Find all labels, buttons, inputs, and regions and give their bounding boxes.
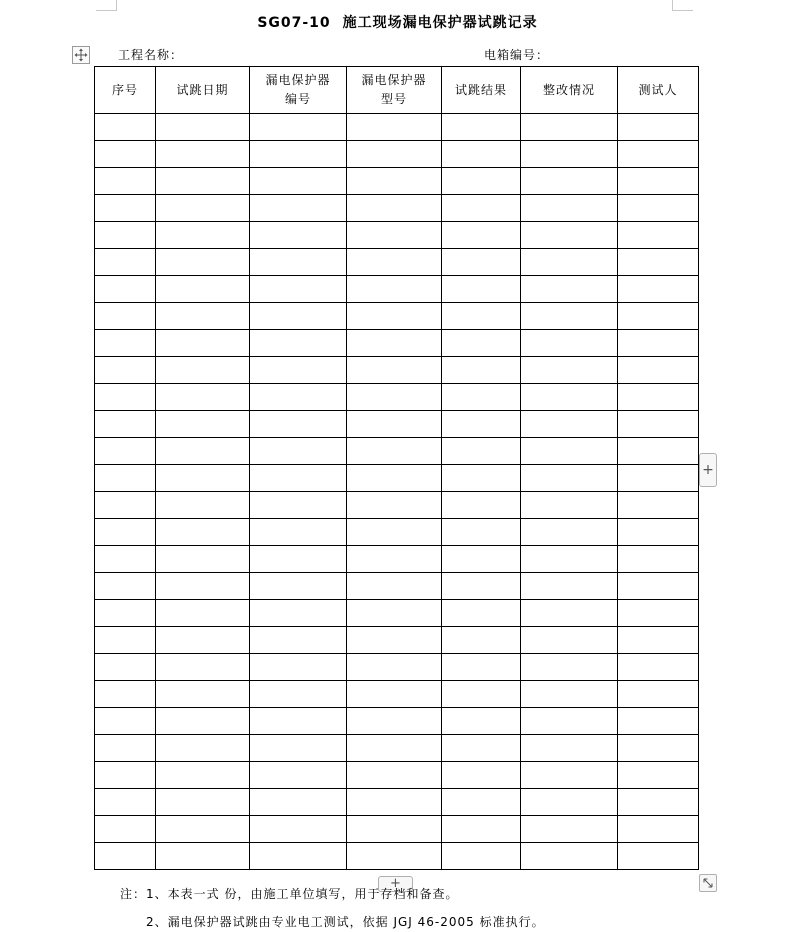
table-row bbox=[95, 600, 699, 627]
table-row bbox=[95, 654, 699, 681]
table-cell[interactable] bbox=[442, 195, 521, 222]
table-row bbox=[95, 249, 699, 276]
table-cell[interactable] bbox=[618, 600, 699, 627]
page-corner-mark-right bbox=[672, 0, 693, 11]
table-row bbox=[95, 843, 699, 870]
document-title bbox=[0, 12, 795, 32]
table-cell[interactable] bbox=[521, 114, 618, 141]
table-cell[interactable] bbox=[618, 222, 699, 249]
column-header bbox=[156, 67, 250, 114]
column-header-label: 型号 bbox=[380, 92, 407, 106]
column-header bbox=[521, 67, 618, 114]
table-cell[interactable] bbox=[347, 195, 442, 222]
table-cell[interactable] bbox=[442, 438, 521, 465]
table-header-row bbox=[95, 67, 699, 114]
table-cell[interactable] bbox=[156, 654, 250, 681]
table-cell[interactable] bbox=[347, 330, 442, 357]
table-cell[interactable] bbox=[95, 303, 156, 330]
table-cell[interactable] bbox=[618, 573, 699, 600]
table-cell[interactable] bbox=[156, 816, 250, 843]
table-cell[interactable] bbox=[250, 546, 347, 573]
table-cell[interactable] bbox=[347, 600, 442, 627]
table-cell[interactable] bbox=[442, 816, 521, 843]
column-header-label: 编号 bbox=[284, 92, 311, 106]
table-row bbox=[95, 465, 699, 492]
table-cell[interactable] bbox=[347, 357, 442, 384]
table-cell[interactable] bbox=[347, 168, 442, 195]
table-cell[interactable] bbox=[156, 195, 250, 222]
table-cell[interactable] bbox=[347, 627, 442, 654]
table-row bbox=[95, 708, 699, 735]
table-cell[interactable] bbox=[347, 681, 442, 708]
table-row bbox=[95, 357, 699, 384]
table-cell[interactable] bbox=[521, 303, 618, 330]
table-cell[interactable] bbox=[442, 492, 521, 519]
table-cell[interactable] bbox=[618, 114, 699, 141]
table-cell[interactable] bbox=[250, 357, 347, 384]
table-cell[interactable] bbox=[347, 492, 442, 519]
table-cell[interactable] bbox=[442, 519, 521, 546]
table-cell[interactable] bbox=[156, 573, 250, 600]
table-cell[interactable] bbox=[618, 411, 699, 438]
table-cell[interactable] bbox=[250, 492, 347, 519]
table-cell[interactable] bbox=[442, 789, 521, 816]
table-cell[interactable] bbox=[521, 249, 618, 276]
table-cell[interactable] bbox=[442, 708, 521, 735]
table-cell[interactable] bbox=[618, 303, 699, 330]
record-table bbox=[94, 66, 699, 870]
table-cell[interactable] bbox=[521, 681, 618, 708]
table-cell[interactable] bbox=[156, 600, 250, 627]
table-cell[interactable] bbox=[521, 735, 618, 762]
project-name-label: 工程名称： bbox=[118, 48, 184, 62]
table-cell[interactable] bbox=[95, 276, 156, 303]
table-cell[interactable] bbox=[347, 114, 442, 141]
table-cell[interactable] bbox=[250, 168, 347, 195]
table-cell[interactable] bbox=[521, 573, 618, 600]
table-cell[interactable] bbox=[250, 681, 347, 708]
table-cell[interactable] bbox=[95, 222, 156, 249]
table-cell[interactable] bbox=[442, 843, 521, 870]
table-cell[interactable] bbox=[95, 357, 156, 384]
column-header-label: 试跳日期 bbox=[176, 82, 229, 97]
table-cell[interactable] bbox=[521, 789, 618, 816]
column-header bbox=[95, 67, 156, 114]
table-cell[interactable] bbox=[250, 411, 347, 438]
table-cell[interactable] bbox=[347, 411, 442, 438]
table-cell[interactable] bbox=[521, 276, 618, 303]
table-cell[interactable] bbox=[618, 681, 699, 708]
table-cell[interactable] bbox=[618, 735, 699, 762]
table-cell[interactable] bbox=[618, 384, 699, 411]
table-cell[interactable] bbox=[618, 168, 699, 195]
table-cell[interactable] bbox=[95, 465, 156, 492]
column-header bbox=[442, 67, 521, 114]
table-cell[interactable] bbox=[95, 816, 156, 843]
table-cell[interactable] bbox=[250, 384, 347, 411]
note-line-2: 2、漏电保护器试跳由专业电工测试，依据 JGJ 46-2005 标准执行。 bbox=[146, 915, 545, 929]
table-cell[interactable] bbox=[250, 816, 347, 843]
table-cell[interactable] bbox=[442, 330, 521, 357]
table-cell[interactable] bbox=[156, 303, 250, 330]
table-row bbox=[95, 411, 699, 438]
table-cell[interactable] bbox=[442, 249, 521, 276]
table-cell[interactable] bbox=[442, 357, 521, 384]
table-cell[interactable] bbox=[156, 222, 250, 249]
table-row bbox=[95, 222, 699, 249]
resize-icon bbox=[702, 877, 714, 889]
box-number-label: 电箱编号： bbox=[484, 48, 550, 62]
table-cell[interactable] bbox=[442, 600, 521, 627]
table-cell[interactable] bbox=[347, 141, 442, 168]
table-cell[interactable] bbox=[250, 573, 347, 600]
table-cell[interactable] bbox=[521, 492, 618, 519]
table-cell[interactable] bbox=[347, 384, 442, 411]
table-cell[interactable] bbox=[521, 465, 618, 492]
table-cell[interactable] bbox=[250, 654, 347, 681]
table-row bbox=[95, 276, 699, 303]
table-cell[interactable] bbox=[95, 195, 156, 222]
table-cell[interactable] bbox=[156, 627, 250, 654]
table-cell[interactable] bbox=[156, 249, 250, 276]
table-move-handle[interactable] bbox=[72, 46, 90, 64]
table-cell[interactable] bbox=[347, 843, 442, 870]
table-cell[interactable] bbox=[95, 519, 156, 546]
table-row bbox=[95, 681, 699, 708]
table-row bbox=[95, 330, 699, 357]
table-cell[interactable] bbox=[521, 141, 618, 168]
table-cell[interactable] bbox=[95, 681, 156, 708]
table-cell[interactable] bbox=[156, 384, 250, 411]
column-header bbox=[250, 67, 347, 114]
table-cell[interactable] bbox=[442, 411, 521, 438]
table-cell[interactable] bbox=[347, 222, 442, 249]
table-row bbox=[95, 168, 699, 195]
table-cell[interactable] bbox=[250, 600, 347, 627]
table-cell[interactable] bbox=[442, 141, 521, 168]
table-cell[interactable] bbox=[442, 168, 521, 195]
table-cell[interactable] bbox=[250, 276, 347, 303]
page-corner-mark-left bbox=[96, 0, 117, 11]
table-row bbox=[95, 492, 699, 519]
table-cell[interactable] bbox=[442, 303, 521, 330]
column-header-label: 试跳结果 bbox=[454, 82, 507, 97]
table-row bbox=[95, 141, 699, 168]
table-cell[interactable] bbox=[95, 438, 156, 465]
table-cell[interactable] bbox=[95, 843, 156, 870]
table-cell[interactable] bbox=[618, 762, 699, 789]
table-cell[interactable] bbox=[347, 276, 442, 303]
table-cell[interactable] bbox=[442, 627, 521, 654]
table-cell[interactable] bbox=[250, 735, 347, 762]
table-cell[interactable] bbox=[618, 465, 699, 492]
table-cell[interactable] bbox=[442, 546, 521, 573]
table-cell[interactable] bbox=[618, 519, 699, 546]
table-row bbox=[95, 546, 699, 573]
table-cell[interactable] bbox=[95, 735, 156, 762]
table-cell[interactable] bbox=[95, 411, 156, 438]
table-cell[interactable] bbox=[442, 573, 521, 600]
column-header-label: 漏电保护器 bbox=[361, 73, 427, 87]
table-row bbox=[95, 789, 699, 816]
table-cell[interactable] bbox=[618, 654, 699, 681]
table-cell[interactable] bbox=[618, 438, 699, 465]
table-cell[interactable] bbox=[156, 141, 250, 168]
note-line-1: 注：1、本表一式 份，由施工单位填写，用于存档和备查。 bbox=[120, 887, 459, 901]
table-cell[interactable] bbox=[442, 735, 521, 762]
table-cell[interactable] bbox=[347, 519, 442, 546]
table-cell[interactable] bbox=[521, 762, 618, 789]
table-cell[interactable] bbox=[521, 357, 618, 384]
table-cell[interactable] bbox=[521, 411, 618, 438]
table-cell[interactable] bbox=[618, 141, 699, 168]
table-cell[interactable] bbox=[250, 789, 347, 816]
table-cell[interactable] bbox=[250, 519, 347, 546]
move-icon bbox=[74, 48, 88, 62]
table-cell[interactable] bbox=[347, 249, 442, 276]
table-cell[interactable] bbox=[156, 843, 250, 870]
table-cell[interactable] bbox=[347, 735, 442, 762]
table-cell[interactable] bbox=[156, 438, 250, 465]
column-header-label: 整改情况 bbox=[542, 82, 595, 97]
table-cell[interactable] bbox=[618, 195, 699, 222]
table-cell[interactable] bbox=[250, 114, 347, 141]
table-cell[interactable] bbox=[250, 627, 347, 654]
table-cell[interactable] bbox=[347, 546, 442, 573]
table-cell[interactable] bbox=[250, 249, 347, 276]
table-cell[interactable] bbox=[95, 600, 156, 627]
table-cell[interactable] bbox=[250, 708, 347, 735]
table-cell[interactable] bbox=[521, 384, 618, 411]
add-row-button[interactable]: + bbox=[378, 876, 413, 892]
table-cell[interactable] bbox=[95, 789, 156, 816]
table-row bbox=[95, 114, 699, 141]
table-cell[interactable] bbox=[95, 168, 156, 195]
column-header bbox=[347, 67, 442, 114]
table-cell[interactable] bbox=[156, 708, 250, 735]
table-cell[interactable] bbox=[95, 114, 156, 141]
table-cell[interactable] bbox=[347, 654, 442, 681]
table-cell[interactable] bbox=[618, 789, 699, 816]
table-cell[interactable] bbox=[521, 546, 618, 573]
table-cell[interactable] bbox=[95, 384, 156, 411]
table-cell[interactable] bbox=[95, 762, 156, 789]
table-cell[interactable] bbox=[442, 384, 521, 411]
table-cell[interactable] bbox=[618, 492, 699, 519]
table-cell[interactable] bbox=[442, 762, 521, 789]
table-cell[interactable] bbox=[250, 141, 347, 168]
table-row bbox=[95, 735, 699, 762]
table-cell[interactable] bbox=[521, 195, 618, 222]
table-row bbox=[95, 519, 699, 546]
table-cell[interactable] bbox=[521, 519, 618, 546]
table-cell[interactable] bbox=[95, 654, 156, 681]
table-cell[interactable] bbox=[156, 465, 250, 492]
table-cell[interactable] bbox=[618, 330, 699, 357]
table-cell[interactable] bbox=[156, 357, 250, 384]
table-cell[interactable] bbox=[618, 357, 699, 384]
table-cell[interactable] bbox=[95, 492, 156, 519]
table-cell[interactable] bbox=[250, 762, 347, 789]
table-cell[interactable] bbox=[347, 465, 442, 492]
table-cell[interactable] bbox=[156, 114, 250, 141]
table-cell[interactable] bbox=[250, 465, 347, 492]
table-cell[interactable] bbox=[442, 222, 521, 249]
table-cell[interactable] bbox=[95, 249, 156, 276]
table-cell[interactable] bbox=[95, 141, 156, 168]
table-cell[interactable] bbox=[250, 195, 347, 222]
column-header-label: 序号 bbox=[111, 82, 138, 97]
table-row bbox=[95, 438, 699, 465]
table-cell[interactable] bbox=[442, 114, 521, 141]
table-cell[interactable] bbox=[95, 330, 156, 357]
table-cell[interactable] bbox=[618, 249, 699, 276]
table-row bbox=[95, 384, 699, 411]
table-cell[interactable] bbox=[156, 276, 250, 303]
table-cell[interactable] bbox=[156, 735, 250, 762]
table-cell[interactable] bbox=[250, 222, 347, 249]
column-header bbox=[618, 67, 699, 114]
table-cell[interactable] bbox=[618, 276, 699, 303]
table-row bbox=[95, 627, 699, 654]
table-cell[interactable] bbox=[156, 762, 250, 789]
table-cell[interactable] bbox=[521, 600, 618, 627]
table-cell[interactable] bbox=[442, 465, 521, 492]
table-cell[interactable] bbox=[156, 411, 250, 438]
table-cell[interactable] bbox=[250, 843, 347, 870]
table-body bbox=[95, 114, 699, 870]
table-cell[interactable] bbox=[156, 519, 250, 546]
table-cell[interactable] bbox=[521, 330, 618, 357]
table-cell[interactable] bbox=[347, 303, 442, 330]
table-cell[interactable] bbox=[95, 546, 156, 573]
table-resize-handle[interactable] bbox=[699, 874, 717, 892]
table-cell[interactable] bbox=[442, 276, 521, 303]
table-cell[interactable] bbox=[347, 708, 442, 735]
table-cell[interactable] bbox=[156, 330, 250, 357]
table-cell[interactable] bbox=[521, 654, 618, 681]
table-cell[interactable] bbox=[347, 816, 442, 843]
table-cell[interactable] bbox=[347, 789, 442, 816]
table-cell[interactable] bbox=[250, 303, 347, 330]
table-cell[interactable] bbox=[521, 627, 618, 654]
table-cell[interactable] bbox=[618, 708, 699, 735]
document-code: SG07-10 bbox=[257, 15, 331, 31]
table-cell[interactable] bbox=[347, 573, 442, 600]
table-cell[interactable] bbox=[95, 708, 156, 735]
table-cell[interactable] bbox=[521, 222, 618, 249]
table-row bbox=[95, 816, 699, 843]
table-row bbox=[95, 195, 699, 222]
table-cell[interactable] bbox=[521, 843, 618, 870]
table-cell[interactable] bbox=[250, 438, 347, 465]
table-cell[interactable] bbox=[347, 762, 442, 789]
table-row bbox=[95, 303, 699, 330]
table-cell[interactable] bbox=[521, 816, 618, 843]
table-row bbox=[95, 573, 699, 600]
table-cell[interactable] bbox=[442, 654, 521, 681]
table-cell[interactable] bbox=[156, 492, 250, 519]
table-row bbox=[95, 762, 699, 789]
table-cell[interactable] bbox=[156, 789, 250, 816]
table-cell[interactable] bbox=[521, 438, 618, 465]
table-cell[interactable] bbox=[250, 330, 347, 357]
table-cell[interactable] bbox=[95, 627, 156, 654]
table-cell[interactable] bbox=[156, 546, 250, 573]
table-cell[interactable] bbox=[95, 573, 156, 600]
table-cell[interactable] bbox=[156, 168, 250, 195]
table-cell[interactable] bbox=[156, 681, 250, 708]
column-header-label: 测试人 bbox=[638, 82, 678, 97]
document-title-text: 施工现场漏电保护器试跳记录 bbox=[342, 15, 538, 31]
table-cell[interactable] bbox=[618, 843, 699, 870]
table-cell[interactable] bbox=[618, 627, 699, 654]
table-cell[interactable] bbox=[521, 168, 618, 195]
column-header-label: 漏电保护器 bbox=[265, 73, 331, 87]
table-cell[interactable] bbox=[347, 438, 442, 465]
table-cell[interactable] bbox=[618, 816, 699, 843]
table-cell[interactable] bbox=[618, 546, 699, 573]
add-column-button[interactable]: + bbox=[699, 453, 717, 487]
table-cell[interactable] bbox=[521, 708, 618, 735]
table-cell[interactable] bbox=[442, 681, 521, 708]
